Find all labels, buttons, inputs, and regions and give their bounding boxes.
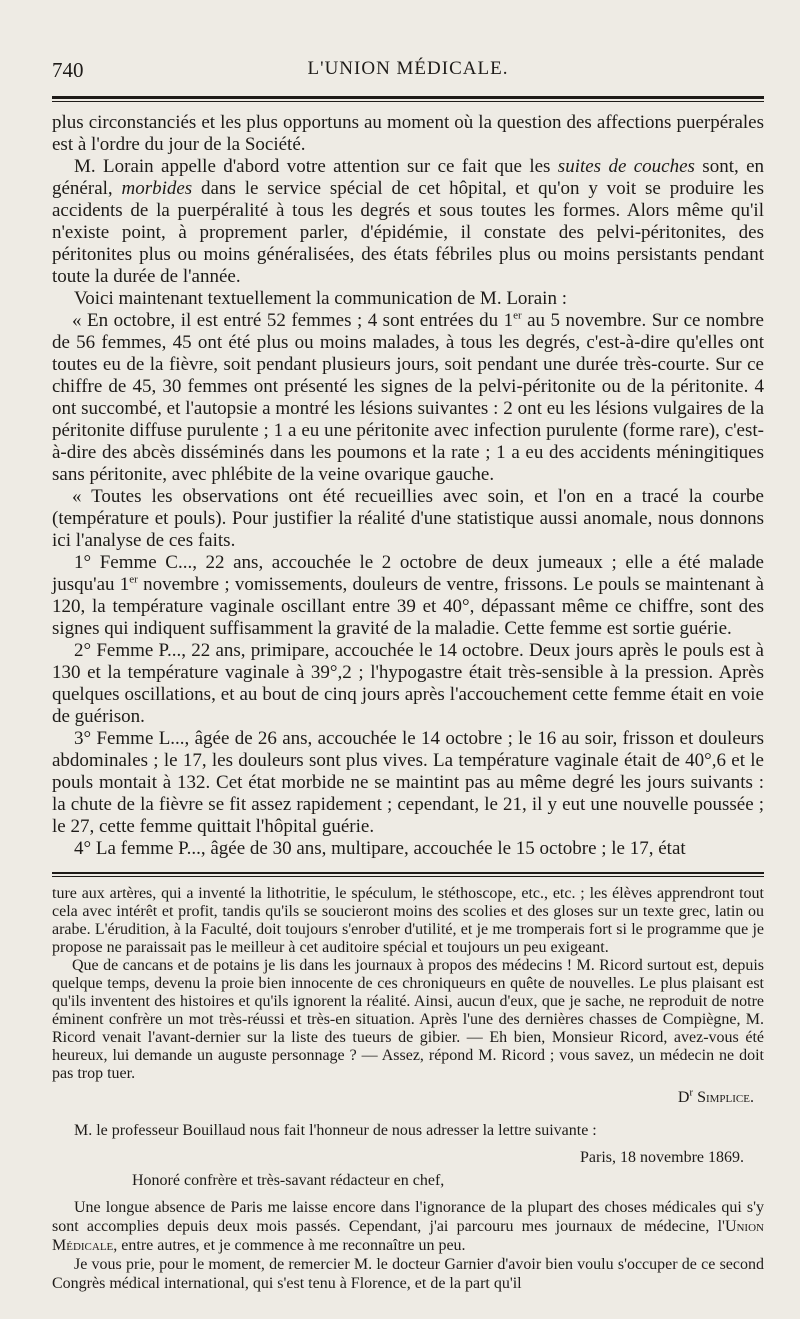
main-article: [52, 112, 764, 860]
paragraph-3: Voici maintenant textuellement la communication de M. Lorain :: [74, 288, 567, 309]
letter-intro: M. le professeur Bouillaud nous fait l'honneur de nous adresser la lettre suivante :: [74, 1122, 597, 1139]
italic-morbides: morbides: [121, 178, 193, 199]
letter-date: Paris, 18 novembre 1869.: [580, 1149, 744, 1166]
paragraph-5: « Toutes les observations ont été recueillies avec soin, et l'on en a tracé la courbe (température et pouls). Pour justifier la réalité d'une statistique aussi anomale, nous donnons ici l'analyse de ces faits.: [52, 486, 764, 551]
feuilleton-section: [52, 885, 764, 1107]
case-1: 1° Femme C..., 22 ans, accouchée le 2 octobre de deux jumeaux ; elle a été malade jusqu'au 1er novembre ; vomissements, douleurs de ventre, frissons. Le pouls se maintenant à 120, la température vaginale oscillant entre 39 et 40°, dépassant même ce chiffre, sont des signes qui indiquent suffisamment la gravité de la maladie. Cette femme est sortie guérie.: [52, 552, 764, 639]
letter-paragraph-1: Une longue absence de Paris me laisse encore dans l'ignorance de la plupart des choses médicales qui s'y sont accomplies depuis deux mois passés. Cependant, j'ai parcouru mes journaux de médecine, l'Union Médicale, entre autres, et je commence à me reconnaître un peu.: [52, 1199, 764, 1254]
case-2: 2° Femme P..., 22 ans, primipare, accouchée le 14 octobre. Deux jours après le pouls est à 130 et la température vaginale à 39°,2 ; l'hypogastre était très-sensible à la pression. Après quelques oscillations, et au bout de cinq jours après l'accouchement cette femme était en voie de guérison.: [52, 640, 764, 727]
signature: $D^r$ Simplice.: [677, 1086, 754, 1106]
letter-paragraph-2: Je vous prie, pour le moment, de remercier M. le docteur Garnier d'avoir bien voulu s'occuper de ce second Congrès médical international, qui s'est tenu à Florence, et de la part qu'il: [52, 1256, 764, 1292]
feuilleton-paragraph-2: Que de cancans et de potains je lis dans les journaux à propos des médecins ! M. Ricord surtout est, depuis quelque temps, devenu la proie bien innocente de ces chroniqueurs en quête de nouvelles. Le plus plaisant est qu'ils inventent des histoires et qu'ils ignorent la réalité. Ainsi, aucun d'eux, que je sache, ne reproduit de notre éminent confrère un mot très-réussi et très-en situation. Après l'une des dernières chasses de Compiègne, M. Ricord venait l'avant-dernier sur la liste des tueurs de gibier. — Eh bien, Monsieur Ricord, avez-vous été heureux, lui demande un auguste personnage ? — Assez, répond M. Ricord ; vous savez, un médecin ne doit pas trop tuer.: [52, 957, 764, 1082]
paragraph-2: M. Lorain appelle d'abord votre attention sur ce fait que les suites de couches sont, en général, morbides dans le service spécial de cet hôpital, et qu'on y voit se produire les accidents de la puerpéralité à tous les degrés et sous toutes les formes. Alors même qu'il n'existe point, à proprement parler, d'épidémie, il constate des pelvi-péritonites, des péritonites plus ou moins généralisées, des états fébriles plus ou moins persistants pendant toute la durée de l'année.: [52, 156, 765, 287]
letter-section: [52, 1121, 764, 1293]
feuilleton-rule-thin: [52, 876, 764, 877]
header-rule: [52, 96, 764, 99]
letter-salutation: Honoré confrère et très-savant rédacteur en chef,: [132, 1172, 445, 1189]
feuilleton-paragraph-1: ture aux artères, qui a inventé la lithotritie, le spéculum, le stéthoscope, etc., etc. ; les élèves apprendront tout cela avec intérêt et profit, tandis qu'ils se soucieront moins des scolies et des gloses sur un texte grec, latin ou arabe. L'érudition, à la Faculté, doit toujours s'enrober d'utilité, et je me tromperais fort si le programme que je propose ne paraissait pas le meilleur à cet auditoire spécial et toujours un peu exigeant.: [52, 885, 764, 956]
page-number: 740: [52, 58, 84, 82]
paragraph-1: plus circonstanciés et les plus opportuns au moment où la question des affections puerpérales est à l'ordre du jour de la Société.: [52, 112, 764, 155]
paragraph-4: « En octobre, il est entré 52 femmes ; 4 sont entrées du 1er au 5 novembre. Sur ce nombre de 56 femmes, 45 ont été plus ou moins malades, à tous les degrés, c'est-à-dire qu'elles ont toutes eu de la fièvre, soit pendant plusieurs jours, soit pendant une durée très-courte. Sur ce chiffre de 45, 30 femmes ont présenté les signes de la pelvi-péritonite ou de la péritonite. 4 ont succombé, et l'autopsie a montré les lésions suivantes : 2 ont eu les lésions vulgaires de la péritonite diffuse purulente ; 1 a eu une péritonite avec infection purulente (forme rare), c'est-à-dire des abcès disséminés dans les poumons et la rate ; 1 a eu des accidents méningitiques sans péritonite, avec phlébite de la veine ovarique gauche.: [52, 309, 764, 485]
header-rule-thin: [52, 101, 764, 102]
case-3: 3° Femme L..., âgée de 26 ans, accouchée le 14 octobre ; le 16 au soir, frisson et douleurs abdominales ; le 17, les douleurs sont plus vives. La température vaginale était de 40°,6 et le pouls montait à 132. Cet état morbide ne se maintint pas au même degré les jours suivants : la chute de la fièvre se fit assez rapidement ; cependant, le 21, il y eut une nouvelle poussée ; le 27, cette femme quittait l'hôpital guérie.: [52, 728, 764, 837]
running-title: L'UNION MÉDICALE.: [307, 58, 509, 79]
page-header: [52, 58, 764, 88]
feuilleton-rule: [52, 872, 764, 874]
case-4: 4° La femme P..., âgée de 30 ans, multipare, accouchée le 15 octobre ; le 17, état: [74, 838, 686, 859]
italic-suites-de-couches: suites de couches: [557, 156, 695, 177]
